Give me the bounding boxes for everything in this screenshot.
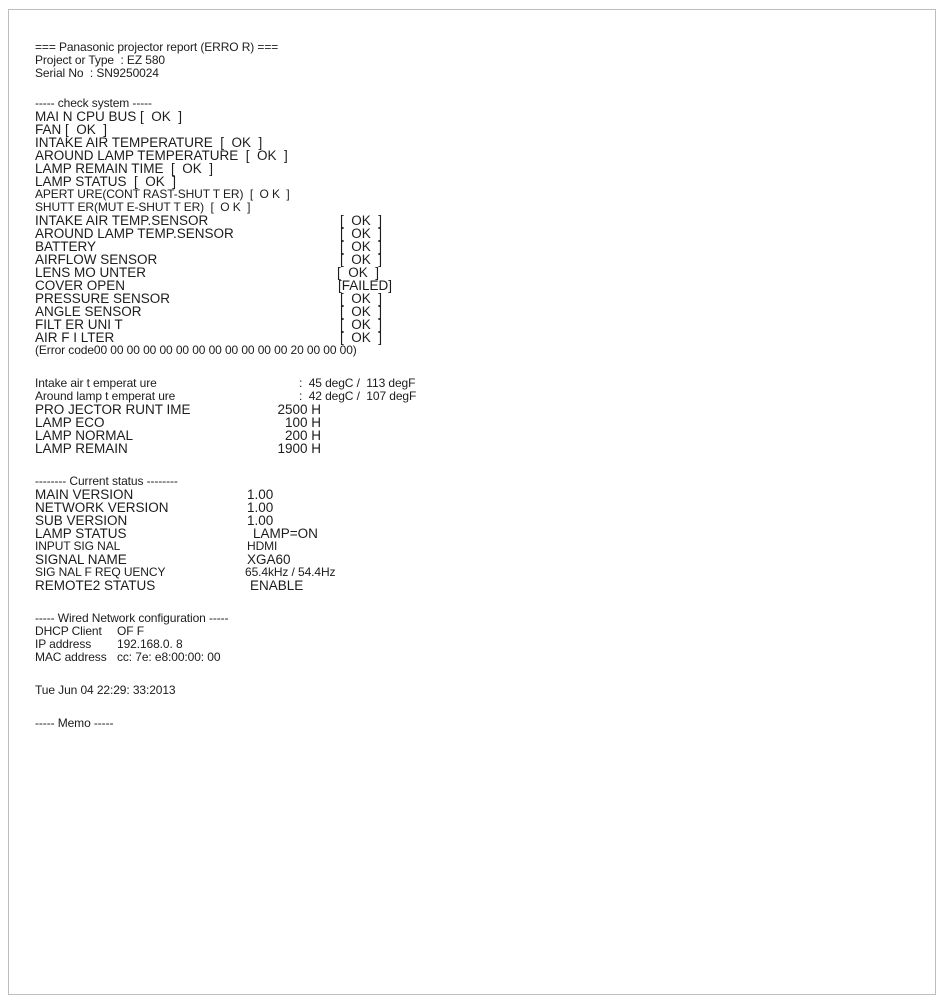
temperature-value: : 45 degC / 113 degF (299, 376, 416, 390)
check-system-heading: ----- check system ----- (35, 96, 152, 110)
network-label: MAC address (35, 650, 107, 664)
check-status: [ OK ] (340, 304, 383, 319)
network-label: DHCP Client (35, 624, 102, 638)
check-status: [ OK ] (340, 213, 383, 228)
check-status: [ OK ] (340, 239, 383, 254)
runtime-value: 200 H (284, 428, 321, 443)
check-item: APERT URE(CONT RAST-SHUT T ER) [ O K ] (35, 187, 290, 201)
network-row (35, 651, 357, 664)
check-item: FAN [ OK ] (35, 122, 108, 137)
status-value: 1.00 (247, 513, 274, 528)
status-value: HDMI (247, 539, 278, 553)
current-status-heading: -------- Current status -------- (35, 474, 178, 488)
status-value: 65.4kHz / 54.4Hz (245, 565, 336, 579)
check-status: [ OK ] (340, 291, 383, 306)
status-value: 1.00 (247, 487, 274, 502)
runtime-value: 2500 H (277, 402, 321, 417)
check-label: ANGLE SENSOR (35, 304, 142, 319)
report-timestamp: Tue Jun 04 22:29: 33:2013 (35, 683, 176, 697)
check-label: BATTERY (35, 239, 97, 254)
temperature-value: : 42 degC / 107 degF (299, 389, 417, 403)
check-label: AIRFLOW SENSOR (35, 252, 158, 267)
check-status: [ OK ] (340, 226, 383, 241)
check-status: [ OK ] (340, 317, 383, 332)
runtime-label: LAMP REMAIN (35, 441, 128, 456)
check-item: SHUTT ER(MUT E-SHUT T ER) [ O K ] (35, 200, 251, 214)
status-label: SUB VERSION (35, 513, 128, 528)
status-value: ENABLE (250, 578, 304, 593)
report-page (8, 9, 936, 995)
check-label: PRESSURE SENSOR (35, 291, 171, 306)
check-item: LAMP STATUS [ OK ] (35, 174, 177, 189)
status-label: LAMP STATUS (35, 526, 127, 541)
check-item: LAMP REMAIN TIME [ OK ] (35, 161, 214, 176)
runtime-value: 100 H (284, 415, 321, 430)
check-item: AROUND LAMP TEMPERATURE [ OK ] (35, 148, 288, 163)
network-value: OF F (117, 624, 144, 638)
status-label: SIGNAL NAME (35, 552, 127, 567)
projector-report (35, 40, 417, 730)
network-heading: ----- Wired Network configuration ----- (35, 611, 229, 625)
network-value: cc: 7e: e8:00:00: 00 (117, 650, 221, 664)
runtime-label: PRO JECTOR RUNT IME (35, 402, 191, 417)
project-type: Project or Type : EZ 580 (35, 53, 166, 67)
status-label: INPUT SIG NAL (35, 539, 121, 553)
status-value: LAMP=ON (253, 526, 318, 541)
check-label: AROUND LAMP TEMP.SENSOR (35, 226, 234, 241)
check-status: [ OK ] (337, 265, 380, 280)
check-label: FILT ER UNI T (35, 317, 123, 332)
runtime-row (35, 442, 357, 455)
network-value: 192.168.0. 8 (117, 637, 183, 651)
temperature-label: Around lamp t emperat ure (35, 389, 176, 403)
check-item: MAI N CPU BUS [ OK ] (35, 109, 183, 124)
error-code: (Error code00 00 00 00 00 00 00 00 00 00 00 00 20 00 00 00) (35, 343, 357, 357)
report-title: === Panasonic projector report (ERRO R) === (35, 40, 279, 54)
check-status: [FAILED] (338, 278, 393, 293)
check-label: COVER OPEN (35, 278, 126, 293)
status-value: XGA60 (247, 552, 291, 567)
serial-number: Serial No : SN9250024 (35, 66, 159, 80)
temperature-label: Intake air t emperat ure (35, 376, 157, 390)
memo-heading: ----- Memo ----- (35, 716, 114, 730)
check-label: AIR F I LTER (35, 330, 115, 345)
check-status: [ OK ] (340, 330, 383, 345)
status-label: SIG NAL F REQ UENCY (35, 565, 166, 579)
status-label: NETWORK VERSION (35, 500, 169, 515)
check-label: LENS MO UNTER (35, 265, 147, 280)
check-item: INTAKE AIR TEMPERATURE [ OK ] (35, 135, 263, 150)
runtime-label: LAMP NORMAL (35, 428, 134, 443)
status-label: REMOTE2 STATUS (35, 578, 156, 593)
status-label: MAIN VERSION (35, 487, 134, 502)
status-row (35, 579, 357, 592)
runtime-value: 1900 H (277, 441, 321, 456)
runtime-label: LAMP ECO (35, 415, 105, 430)
check-status: [ OK ] (340, 252, 383, 267)
check-label: INTAKE AIR TEMP.SENSOR (35, 213, 209, 228)
network-label: IP address (35, 637, 92, 651)
status-value: 1.00 (247, 500, 274, 515)
